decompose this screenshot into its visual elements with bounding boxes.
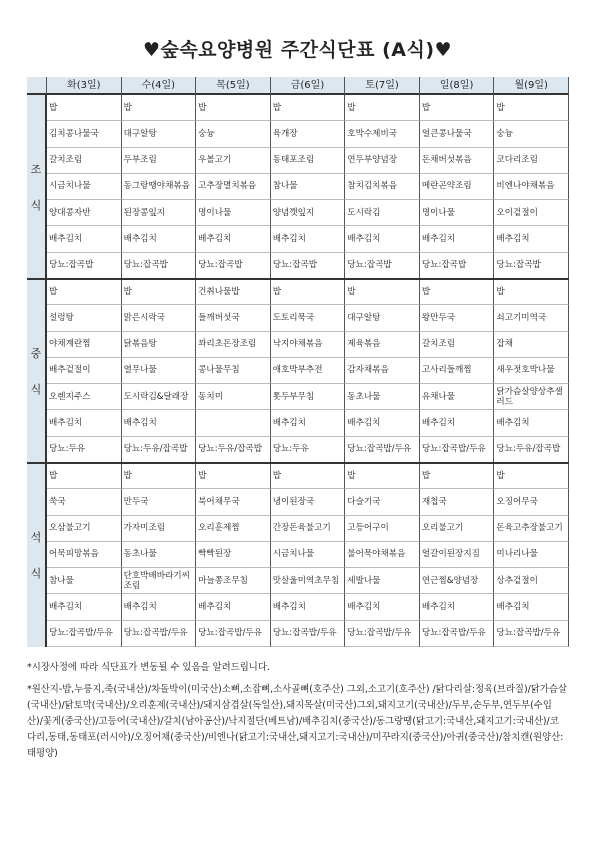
menu-cell: 닭가슴살양상추샐러드 bbox=[494, 384, 569, 410]
menu-cell: 왕만두국 bbox=[420, 305, 495, 331]
menu-cell: 밥 bbox=[122, 279, 197, 305]
menu-cell: 배추김치 bbox=[271, 594, 346, 620]
menu-cell: 동그랑땡야채볶음 bbox=[122, 174, 197, 200]
day-header: 금(6일) bbox=[271, 77, 346, 95]
menu-cell: 배추김치 bbox=[47, 226, 122, 252]
menu-cell: 당뇨:잡곡밥 bbox=[494, 253, 569, 279]
menu-cell: 당뇨:잡곡밥 bbox=[47, 253, 122, 279]
menu-cell: 참나물 bbox=[47, 568, 122, 594]
menu-cell: 당뇨:잡곡밥/두유 bbox=[47, 621, 122, 647]
menu-cell: 배추겉절이 bbox=[47, 358, 122, 384]
menu-cell: 톳두부무침 bbox=[271, 384, 346, 410]
menu-cell bbox=[196, 410, 271, 436]
menu-cell: 밥 bbox=[494, 95, 569, 121]
menu-cell: 배추김치 bbox=[122, 226, 197, 252]
menu-cell: 연두부양념장 bbox=[345, 148, 420, 174]
menu-cell: 낙지야채볶음 bbox=[271, 332, 346, 358]
menu-cell: 얼큰콩나물국 bbox=[420, 121, 495, 147]
section-divider bbox=[27, 462, 569, 464]
menu-cell: 숭늉 bbox=[494, 121, 569, 147]
menu-cell: 오리불고기 bbox=[420, 516, 495, 542]
menu-cell: 가자미조림 bbox=[122, 516, 197, 542]
menu-cell: 시금치나물 bbox=[47, 174, 122, 200]
menu-cell: 대구알탕 bbox=[122, 121, 197, 147]
menu-cell: 애호박부추전 bbox=[271, 358, 346, 384]
menu-cell: 오삼불고기 bbox=[47, 516, 122, 542]
menu-cell: 당뇨:잡곡밥 bbox=[271, 253, 346, 279]
menu-cell: 도시락김&달래장 bbox=[122, 384, 197, 410]
menu-cell: 돈채버섯볶음 bbox=[420, 148, 495, 174]
menu-cell: 시금치나물 bbox=[271, 542, 346, 568]
menu-cell: 고추장멸치볶음 bbox=[196, 174, 271, 200]
menu-cell: 맑은시락국 bbox=[122, 305, 197, 331]
menu-cell: 도토리묵국 bbox=[271, 305, 346, 331]
menu-cell: 배추김치 bbox=[420, 410, 495, 436]
meal-label-char: 식 bbox=[30, 567, 42, 580]
menu-cell: 당뇨:잡곡밥 bbox=[420, 253, 495, 279]
menu-cell: 참치김치볶음 bbox=[345, 174, 420, 200]
menu-cell: 명이나물 bbox=[196, 200, 271, 226]
menu-cell: 밥 bbox=[420, 279, 495, 305]
menu-cell: 밥 bbox=[196, 95, 271, 121]
menu-cell: 당뇨:잡곡밥/두유 bbox=[196, 621, 271, 647]
meal-label bbox=[27, 463, 47, 647]
menu-cell: 쇠고기미역국 bbox=[494, 305, 569, 331]
menu-cell: 명이나물 bbox=[420, 200, 495, 226]
menu-cell: 설렁탕 bbox=[47, 305, 122, 331]
menu-cell: 밥 bbox=[47, 95, 122, 121]
notes-section bbox=[27, 660, 567, 762]
menu-cell: 도시락김 bbox=[345, 200, 420, 226]
day-header: 수(4일) bbox=[122, 77, 197, 95]
menu-cell: 밥 bbox=[271, 279, 346, 305]
meal-label-char: 중 bbox=[30, 347, 42, 360]
meal-label bbox=[27, 279, 47, 463]
menu-cell: 어묵피망볶음 bbox=[47, 542, 122, 568]
menu-cell: 고등어구이 bbox=[345, 516, 420, 542]
menu-cell: 밥 bbox=[345, 279, 420, 305]
menu-cell: 재첩국 bbox=[420, 489, 495, 515]
menu-cell: 밥 bbox=[196, 463, 271, 489]
menu-cell: 양대콩자반 bbox=[47, 200, 122, 226]
menu-cell: 당뇨:잡곡밥/두유 bbox=[420, 437, 495, 463]
menu-cell: 들깨버섯국 bbox=[196, 305, 271, 331]
origin-note: *원산지-밥,누룽지,죽(국내산)/차돌박이(미국산)소뼈,소잡뼈,소사골뼈(호주산) 그외,소고기(호주산) /닭다리살:정육(브라질)/닭가슴살(국내산)/닭토막(국내산)/오리훈제(국내산)/돼지삼겹살(독일산),돼지목살(미국산)그외,돼지고기(국내산)/두부,순두부,연두부(수입산)/꽃게(중국산)/고등어(국내산)/갈치(남아공산)/낙지절단(베트남)/배추김치(중국산)/동그랑땡(닭고기:국내산,돼지고기:국내산)/코다리,동태,동태포(러시아)/오징어채(중국산)/비엔나(닭고기:국내산,돼지고기:국내산)/미꾸라지(중국산)/아귀(중국산)/참치캔(원양산:태평양) bbox=[27, 684, 568, 759]
menu-cell: 얼갈이된장지짐 bbox=[420, 542, 495, 568]
menu-cell: 동초나물 bbox=[122, 542, 197, 568]
menu-cell: 배추김치 bbox=[271, 226, 346, 252]
menu-cell: 단호박배바라기씨조림 bbox=[122, 568, 197, 594]
meal-label-char: 조 bbox=[30, 163, 42, 176]
menu-cell: 밥 bbox=[345, 95, 420, 121]
menu-cell: 밥 bbox=[47, 463, 122, 489]
menu-cell: 당뇨:두유/잡곡밥 bbox=[494, 437, 569, 463]
menu-cell: 미나리나물 bbox=[494, 542, 569, 568]
menu-cell: 고사리들깨찜 bbox=[420, 358, 495, 384]
menu-cell: 밥 bbox=[420, 95, 495, 121]
menu-cell: 당뇨:잡곡밥 bbox=[122, 253, 197, 279]
menu-cell: 배추김치 bbox=[196, 594, 271, 620]
meal-label-char: 식 bbox=[30, 199, 42, 212]
menu-cell: 호박수제비국 bbox=[345, 121, 420, 147]
price-change-note: *시장사정에 따라 식단표가 변동될 수 있음을 알려드립니다. bbox=[27, 662, 270, 673]
menu-cell: 배추김치 bbox=[47, 594, 122, 620]
menu-cell: 오렌지주스 bbox=[47, 384, 122, 410]
menu-cell: 밥 bbox=[271, 95, 346, 121]
menu-cell: 세발나물 bbox=[345, 568, 420, 594]
menu-cell: 오리훈제찜 bbox=[196, 516, 271, 542]
menu-cell: 우볼고기 bbox=[196, 148, 271, 174]
menu-cell: 닭볶음탕 bbox=[122, 332, 197, 358]
menu-cell: 대구알탕 bbox=[345, 305, 420, 331]
menu-cell: 동태포조림 bbox=[271, 148, 346, 174]
menu-cell: 배추김치 bbox=[122, 594, 197, 620]
day-header: 일(8일) bbox=[420, 77, 495, 95]
menu-cell: 쑥국 bbox=[47, 489, 122, 515]
menu-cell: 육개장 bbox=[271, 121, 346, 147]
menu-cell: 다슬기국 bbox=[345, 489, 420, 515]
menu-cell: 제육볶음 bbox=[345, 332, 420, 358]
menu-cell: 당뇨:잡곡밥/두유 bbox=[345, 621, 420, 647]
menu-cell: 당뇨:잡곡밥 bbox=[345, 253, 420, 279]
menu-cell: 빡빡된장 bbox=[196, 542, 271, 568]
menu-cell: 배추김치 bbox=[196, 226, 271, 252]
menu-cell: 비엔나야채볶음 bbox=[494, 174, 569, 200]
day-header: 목(5일) bbox=[196, 77, 271, 95]
menu-cell: 두부조림 bbox=[122, 148, 197, 174]
menu-cell: 밥 bbox=[271, 463, 346, 489]
day-header: 토(7일) bbox=[345, 77, 420, 95]
menu-cell: 오징어무국 bbox=[494, 489, 569, 515]
menu-cell: 배추김치 bbox=[345, 594, 420, 620]
menu-cell: 당뇨:잡곡밥 bbox=[196, 253, 271, 279]
menu-cell: 배추김치 bbox=[494, 410, 569, 436]
menu-cell: 배추김치 bbox=[345, 226, 420, 252]
menu-cell: 배추김치 bbox=[271, 410, 346, 436]
menu-cell: 당뇨:잡곡밥/두유 bbox=[345, 437, 420, 463]
section-divider bbox=[27, 278, 569, 280]
menu-cell: 간장돈육불고기 bbox=[271, 516, 346, 542]
menu-cell: 꽈리초돈장조림 bbox=[196, 332, 271, 358]
menu-cell: 당뇨:두유/잡곡밥 bbox=[196, 437, 271, 463]
menu-cell: 당뇨:잡곡밥/두유 bbox=[271, 621, 346, 647]
menu-cell: 메란곤약조림 bbox=[420, 174, 495, 200]
menu-cell: 당뇨:잡곡밥/두유 bbox=[420, 621, 495, 647]
menu-cell: 양념깻잎지 bbox=[271, 200, 346, 226]
menu-cell: 연근찜&양념장 bbox=[420, 568, 495, 594]
menu-cell: 건취나물밥 bbox=[196, 279, 271, 305]
menu-cell: 된장콩잎지 bbox=[122, 200, 197, 226]
menu-cell: 불어묵야채볶음 bbox=[345, 542, 420, 568]
menu-cell: 숭늉 bbox=[196, 121, 271, 147]
menu-cell: 돈육고추장불고기 bbox=[494, 516, 569, 542]
menu-cell: 당뇨:두유 bbox=[47, 437, 122, 463]
menu-cell: 코다리조림 bbox=[494, 148, 569, 174]
day-header: 월(9일) bbox=[494, 77, 569, 95]
menu-cell: 배추김치 bbox=[420, 594, 495, 620]
menu-cell: 동초나물 bbox=[345, 384, 420, 410]
menu-cell: 배추김치 bbox=[122, 410, 197, 436]
menu-cell: 배추김치 bbox=[47, 410, 122, 436]
menu-cell: 갈치조림 bbox=[47, 148, 122, 174]
menu-cell: 참나물 bbox=[271, 174, 346, 200]
menu-cell: 밥 bbox=[47, 279, 122, 305]
menu-cell: 밥 bbox=[420, 463, 495, 489]
menu-cell: 김치콩나물국 bbox=[47, 121, 122, 147]
menu-cell: 맛살울미역초무침 bbox=[271, 568, 346, 594]
menu-cell: 오이겉절이 bbox=[494, 200, 569, 226]
page-title: ♥숲속요양병원 주간식단표 (A식)♥ bbox=[142, 39, 453, 61]
day-header: 화(3일) bbox=[47, 77, 122, 95]
menu-cell: 배추김치 bbox=[494, 594, 569, 620]
menu-cell: 감자채볶음 bbox=[345, 358, 420, 384]
menu-cell: 당뇨:잡곡밥/두유 bbox=[122, 621, 197, 647]
header-corner bbox=[27, 77, 47, 95]
menu-cell: 냉이된장국 bbox=[271, 489, 346, 515]
menu-cell: 밥 bbox=[122, 463, 197, 489]
menu-cell: 밥 bbox=[494, 279, 569, 305]
menu-cell: 배추김치 bbox=[420, 226, 495, 252]
menu-cell: 밥 bbox=[345, 463, 420, 489]
menu-cell: 당뇨:두유 bbox=[271, 437, 346, 463]
menu-cell: 야채계란찜 bbox=[47, 332, 122, 358]
menu-cell: 배추김치 bbox=[345, 410, 420, 436]
menu-cell: 당뇨:잡곡밥/두유 bbox=[494, 621, 569, 647]
menu-cell: 당뇨:두유/잡곡밥 bbox=[122, 437, 197, 463]
meal-label bbox=[27, 95, 47, 279]
menu-cell: 만두국 bbox=[122, 489, 197, 515]
menu-cell: 새우젓호박나물 bbox=[494, 358, 569, 384]
menu-cell: 배추김치 bbox=[494, 226, 569, 252]
menu-cell: 콩나물무침 bbox=[196, 358, 271, 384]
menu-cell: 갈치조림 bbox=[420, 332, 495, 358]
menu-cell: 마늘쫑조무침 bbox=[196, 568, 271, 594]
meal-label-char: 식 bbox=[30, 383, 42, 396]
menu-cell: 동치미 bbox=[196, 384, 271, 410]
menu-cell: 유채나물 bbox=[420, 384, 495, 410]
menu-cell: 밥 bbox=[122, 95, 197, 121]
menu-cell: 북어채무국 bbox=[196, 489, 271, 515]
menu-cell: 상추겉절이 bbox=[494, 568, 569, 594]
meal-label-char: 석 bbox=[30, 531, 42, 544]
weekly-menu-table bbox=[27, 77, 569, 647]
menu-cell: 열무나물 bbox=[122, 358, 197, 384]
menu-cell: 잡채 bbox=[494, 332, 569, 358]
menu-cell: 밥 bbox=[494, 463, 569, 489]
